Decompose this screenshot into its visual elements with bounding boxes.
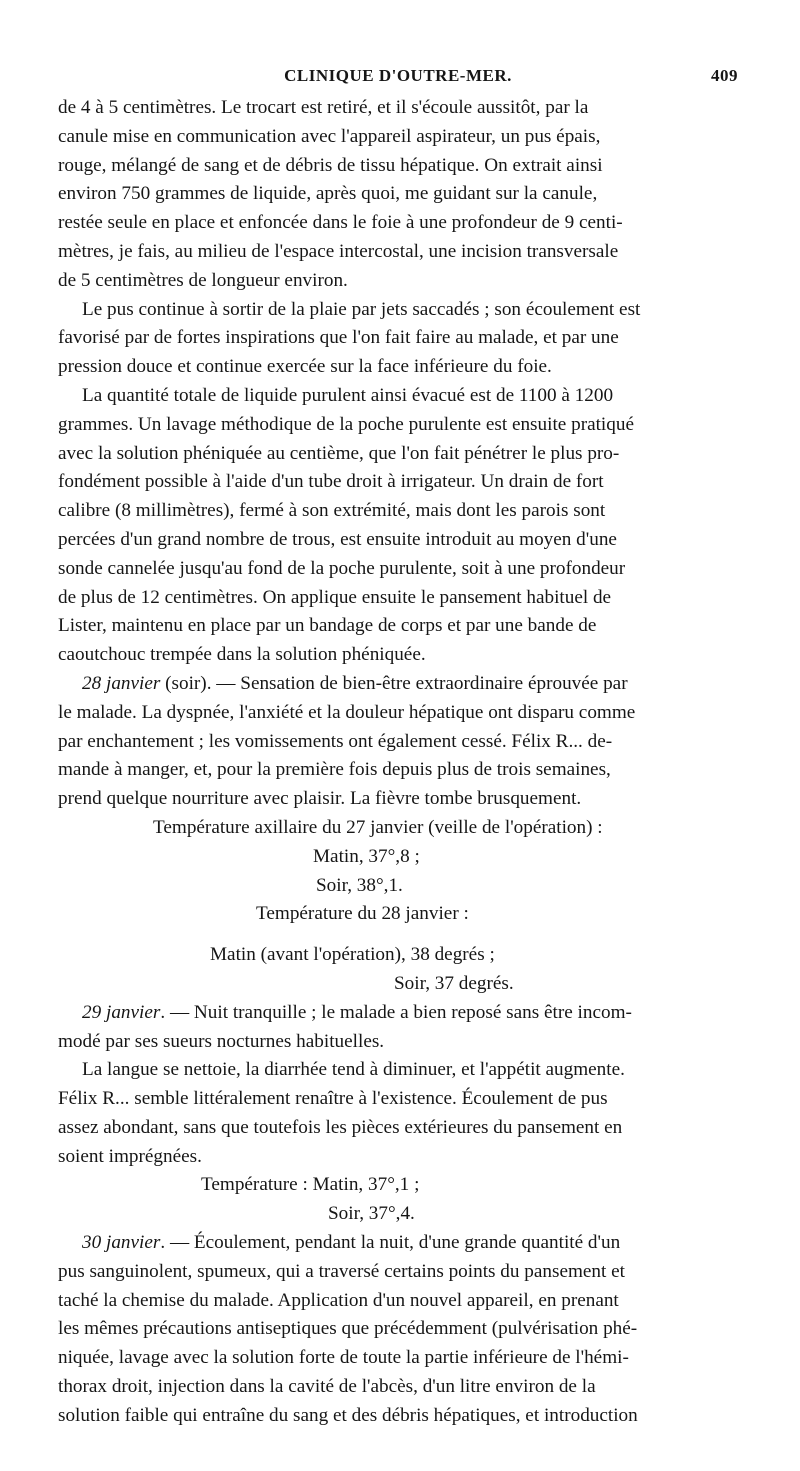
- paragraph-trocart: [58, 94, 738, 296]
- text-line: pression douce et continue exercée sur la face inférieure du foie.: [58, 356, 552, 378]
- text-line: de 4 à 5 centimètres. Le trocart est retiré, et il s'écoule aussitôt, par la: [58, 97, 589, 118]
- entry-text: (soir). — Sensation de bien-être extraordinaire éprouvée par: [160, 672, 628, 694]
- book-page: [58, 58, 738, 1431]
- text-line: taché la chemise du malade. Application d'un nouvel appareil, en prenant: [58, 1289, 619, 1311]
- text-line: avec la solution phéniquée au centième, que l'on fait pénétrer le plus pro-: [58, 442, 620, 464]
- paragraph-28-janvier: [58, 670, 738, 814]
- text-line: assez abondant, sans que toutefois les pièces extérieures du pansement en: [58, 1116, 623, 1138]
- entry-text: . — Écoulement, pendant la nuit, d'une grande quantité d'un: [160, 1232, 621, 1254]
- paragraph-langue: [58, 1056, 738, 1171]
- entry-text: . — Nuit tranquille ; le malade a bien reposé sans être incom-: [160, 1001, 632, 1023]
- text-line: de plus de 12 centimètres. On applique ensuite le pansement habituel de: [58, 586, 612, 608]
- text-line: Félix R... semble littéralement renaître à l'existence. Écoulement de pus: [58, 1088, 608, 1110]
- temperature-29-janvier: [58, 1171, 738, 1229]
- temperature-morning: Matin (avant l'opération), 38 degrés ;: [210, 944, 495, 966]
- running-head: [58, 58, 738, 94]
- text-line: sonde cannelée jusqu'au fond de la poche purulente, soit à une profondeur: [58, 557, 626, 579]
- text-line: mètres, je fais, au milieu de l'espace intercostal, une incision transversale: [58, 240, 619, 262]
- temperature-evening: Soir, 38°,1.: [316, 874, 403, 896]
- entry-date: 28 janvier: [82, 672, 161, 694]
- body-text-final: [58, 1229, 738, 1431]
- paragraph-quantite: [58, 382, 738, 670]
- paragraph-29-janvier: [58, 999, 738, 1057]
- body-text-continued: [58, 999, 738, 1172]
- text-line: de 5 centimètres de longueur environ.: [58, 269, 348, 291]
- text-line: [58, 1229, 738, 1258]
- body-text: [58, 94, 738, 814]
- text-line: fondément possible à l'aide d'un tube droit à irrigateur. Un drain de fort: [58, 471, 604, 493]
- text-line: La quantité totale de liquide purulent ainsi évacué est de 1100 à 1200: [82, 384, 614, 406]
- page-number: 409: [711, 66, 738, 85]
- text-line: Lister, maintenu en place par un bandage de corps et par une bande de: [58, 615, 597, 637]
- temperature-heading: Température axillaire du 27 janvier (veille de l'opération) :: [153, 816, 603, 838]
- text-line: caoutchouc trempée dans la solution phéniquée.: [58, 644, 426, 666]
- text-line: Le pus continue à sortir de la plaie par jets saccadés ; son écoulement est: [82, 298, 641, 320]
- text-line: canule mise en communication avec l'appareil aspirateur, un pus épais,: [58, 125, 601, 147]
- temperature-28-janvier: [58, 900, 738, 998]
- text-line: les mêmes précautions antiseptiques que précédemment (pulvérisation phé-: [58, 1318, 638, 1340]
- running-title: CLINIQUE D'OUTRE-MER.: [284, 66, 512, 85]
- text-line: [58, 670, 738, 699]
- text-line: le malade. La dyspnée, l'anxiété et la douleur hépatique ont disparu comme: [58, 701, 636, 723]
- entry-date: 30 janvier: [82, 1232, 161, 1254]
- text-line: restée seule en place et enfoncée dans le foie à une profondeur de 9 centi-: [58, 212, 623, 234]
- temperature-morning: Matin, 37°,8 ;: [313, 845, 420, 867]
- entry-date: 29 janvier: [82, 1001, 161, 1023]
- text-line: favorisé par de fortes inspirations que l'on fait faire au malade, et par une: [58, 327, 619, 349]
- temperature-27-janvier: [58, 814, 738, 900]
- text-line: prend quelque nourriture avec plaisir. La fièvre tombe brusquement.: [58, 788, 582, 810]
- text-line: soient imprégnées.: [58, 1145, 202, 1167]
- temperature-morning: Température : Matin, 37°,1 ;: [201, 1174, 420, 1196]
- text-line: La langue se nettoie, la diarrhée tend à diminuer, et l'appétit augmente.: [82, 1059, 625, 1081]
- text-line: grammes. Un lavage méthodique de la poche purulente est ensuite pratiqué: [58, 413, 634, 435]
- text-line: modé par ses sueurs nocturnes habituelles.: [58, 1030, 385, 1052]
- text-line: par enchantement ; les vomissements ont également cessé. Félix R... de-: [58, 730, 613, 752]
- temperature-evening: Soir, 37°,4.: [328, 1203, 415, 1225]
- text-line: pus sanguinolent, spumeux, qui a traversé certains points du pansement et: [58, 1260, 625, 1282]
- paragraph-pus: [58, 296, 738, 382]
- paragraph-30-janvier: [58, 1229, 738, 1431]
- text-line: [58, 999, 738, 1028]
- text-line: solution faible qui entraîne du sang et des débris hépatiques, et introduction: [58, 1404, 638, 1426]
- text-line: niquée, lavage avec la solution forte de toute la partie inférieure de l'hémi-: [58, 1347, 629, 1369]
- temperature-evening: Soir, 37 degrés.: [394, 972, 514, 994]
- temperature-heading: Température du 28 janvier :: [256, 903, 469, 925]
- text-line: rouge, mélangé de sang et de débris de tissu hépatique. On extrait ainsi: [58, 154, 603, 176]
- text-line: percées d'un grand nombre de trous, est ensuite introduit au moyen d'une: [58, 528, 617, 550]
- text-line: thorax droit, injection dans la cavité de l'abcès, d'un litre environ de la: [58, 1376, 596, 1398]
- text-line: calibre (8 millimètres), fermé à son extrémité, mais dont les parois sont: [58, 500, 606, 522]
- text-line: environ 750 grammes de liquide, après quoi, me guidant sur la canule,: [58, 183, 598, 205]
- text-line: mande à manger, et, pour la première fois depuis plus de trois semaines,: [58, 759, 611, 781]
